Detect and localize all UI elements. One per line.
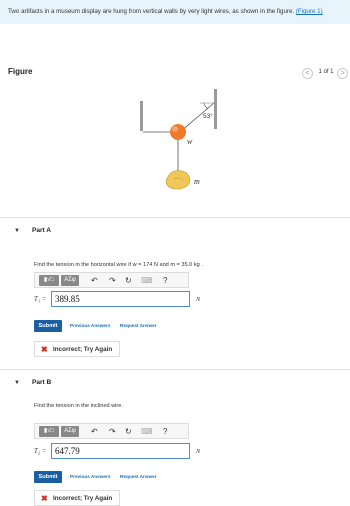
part-b-question: Find the tension in the inclined wire. [34,403,123,409]
part-b-title[interactable]: Part B [32,379,52,386]
angle-arc [204,103,208,109]
part-a-submit-button[interactable]: Submit [34,320,62,332]
artifact-stone [166,171,190,189]
keyboard-icon[interactable]: ⌨ [141,276,153,285]
part-a-previous-answers-link[interactable]: Previous Answers [70,323,111,328]
mass-label: m [194,177,200,186]
part-b-previous-answers-link[interactable]: Previous Answers [70,474,111,479]
figure-title: Figure [8,67,33,76]
left-wall [140,101,143,131]
part-a-request-answer-link[interactable]: Request Answer [120,323,157,328]
section-divider [0,217,350,218]
undo-icon[interactable]: ↶ [91,276,98,285]
angle-label: 53° [203,113,213,120]
part-b-request-answer-link[interactable]: Request Answer [120,474,157,479]
figure-pager [302,67,348,80]
greek-symbols-button[interactable]: ΑΣφ [61,275,79,286]
part-b-unit: N [196,448,201,455]
redo-icon[interactable]: ↷ [109,427,116,436]
part-a-title[interactable]: Part A [32,227,51,234]
next-figure-button[interactable]: > [337,68,348,79]
part-b-answer-input[interactable]: 647.79 [51,443,190,459]
part-b-answer-label: T₂ = [34,448,47,455]
keyboard-icon[interactable]: ⌨ [141,427,153,436]
part-a-answer-label: T₁ = [34,296,47,303]
weight-ball [170,124,186,140]
part-a-question: Find the tension in the horizontal wire if w = 174 N and m = 35.0 kg . [34,262,203,268]
problem-statement: Two artifacts in a museum display are hung from vertical walls by very light wires, as shown in the figure. [8,8,295,15]
previous-figure-button[interactable]: < [302,68,313,79]
weight-ball-highlight [172,126,178,132]
figure-link[interactable]: (Figure 1) [295,8,323,15]
part-a-math-toolbar [34,272,189,288]
templates-button[interactable]: ▮√□ [39,275,59,286]
undo-icon[interactable]: ↶ [91,427,98,436]
redo-icon[interactable]: ↷ [109,276,116,285]
reset-icon[interactable]: ↻ [125,427,132,436]
part-a-answer-input[interactable]: 389.85 [51,291,190,307]
physics-figure [130,85,230,200]
part-a-unit: N [196,296,201,303]
part-a-feedback-text: Incorrect; Try Again [53,346,113,353]
incorrect-icon: ✖ [41,494,48,503]
figure-page-count: 1 of 1 [318,69,334,75]
help-icon[interactable]: ? [163,427,168,436]
help-icon[interactable]: ? [163,276,168,285]
part-a-collapse-arrow[interactable]: ▼ [14,228,20,234]
part-b-submit-button[interactable]: Submit [34,471,62,483]
problem-text [8,8,323,15]
right-wall [214,89,217,129]
part-b-math-toolbar [34,423,189,439]
part-b-feedback-text: Incorrect; Try Again [53,495,113,502]
part-b-collapse-arrow[interactable]: ▼ [14,380,20,386]
reset-icon[interactable]: ↻ [125,276,132,285]
part-b-feedback [34,490,120,506]
section-divider [0,369,350,370]
incorrect-icon: ✖ [41,345,48,354]
part-a-feedback [34,341,120,357]
greek-symbols-button[interactable]: ΑΣφ [61,426,79,437]
templates-button[interactable]: ▮√□ [39,426,59,437]
weight-label: w [187,137,193,146]
